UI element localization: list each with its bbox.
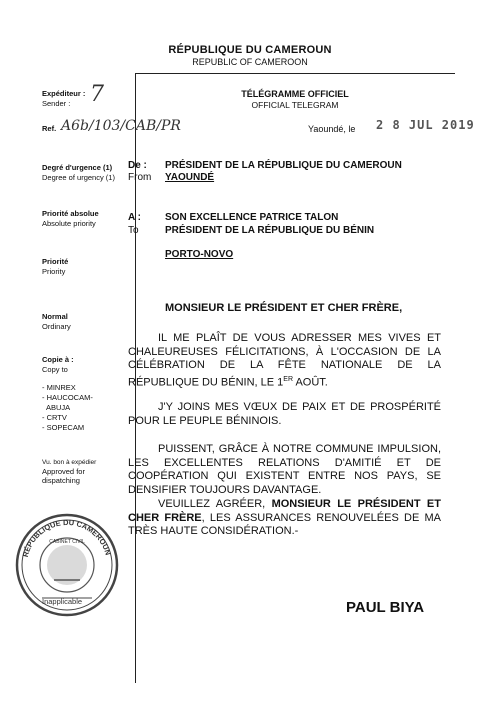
seal-inner-text: CABINET CIVIL <box>49 539 85 545</box>
salutation: MONSIEUR LE PRÉSIDENT ET CHER FRÈRE, <box>165 302 403 314</box>
to-line-2: PRÉSIDENT DE LA RÉPUBLIQUE DU BÉNIN <box>165 225 375 236</box>
urgency-label-english: Degree of urgency (1) <box>42 173 115 182</box>
telegram-title-english: OFFICIAL TELEGRAM <box>251 100 339 110</box>
approval-block <box>42 458 96 485</box>
paragraph-3: PUISSENT, GRÂCE À NOTRE COMMUNE IMPULSION, LES EXCELLENTES RELATIONS D'AMITIÉ ET DE COOPÉRATION QUI EXISTENT ENTRE NOS PAYS, SE DENSIFIER TOUJOURS DAVANTAGE. <box>128 443 441 496</box>
paragraph-4: VEUILLEZ AGRÉER, MONSIEUR LE PRÉSIDENT ET CHER FRÈRE, LES ASSURANCES RENOUVELÉES DE MA TRÈS HAUTE CONSIDÉRATION.- <box>128 498 441 537</box>
priority: Priorité Priority <box>42 257 69 276</box>
country-title-english: REPUBLIC OF CAMEROON <box>192 57 308 67</box>
seal-text: RÉPUBLIQUE DU CAMEROUN <box>20 517 113 559</box>
paragraph-2: J'Y JOINS MES VŒUX DE PAIX ET DE PROSPÉRITÉ POUR LE PEUPLE BÉNINOIS. <box>128 401 441 427</box>
telegram-title: TÉLÉGRAMME OFFICIEL <box>241 89 349 99</box>
copy-recipient: ABUJA <box>46 403 71 412</box>
copy-to-label: Copie à : <box>42 355 74 364</box>
copy-recipient: - MINREX <box>42 383 76 392</box>
copy-recipient: - SOPECAM <box>42 423 85 432</box>
sender-block <box>42 89 85 109</box>
copy-to-block <box>42 355 93 433</box>
approval-label: Vu. bon à expédier <box>42 459 97 466</box>
country-title: RÉPUBLIQUE DU CAMEROUN <box>168 44 332 56</box>
sender-value: 7 <box>90 82 104 107</box>
ref-label: Ref. <box>42 124 57 133</box>
inapplicable-note: Inapplicable <box>42 597 83 606</box>
signature-name: PAUL BIYA <box>346 599 425 616</box>
from-label-english: From <box>128 172 152 183</box>
to-line-1: SON EXCELLENCE PATRICE TALON <box>165 212 339 223</box>
sender-label: Expéditeur : <box>42 89 86 98</box>
place-date-label: Yaoundé, le <box>308 124 356 134</box>
to-label: A : <box>128 212 141 223</box>
copy-to-label-english: Copy to <box>42 365 68 374</box>
paragraph-1: IL ME PLAÎT DE VOUS ADRESSER MES VIVES ET CHALEUREUSES FÉLICITATIONS, À L'OCCASION DE LA CÉLÉBRATION DE LA FÊTE NATIONALE DE LA RÉPUBLIQUE DU BÉNIN, LE 1ER AOÛT. <box>128 332 441 389</box>
sender-label-english: Sender : <box>42 99 71 108</box>
ordinary: Normal Ordinary <box>42 312 71 331</box>
header-rule <box>135 73 455 74</box>
copy-recipient: - HAUCOCAM- <box>42 393 93 402</box>
approval-english-1: Approved for <box>42 467 85 476</box>
absolute-priority: Priorité absolue Absolute priority <box>42 209 99 228</box>
approval-english-2: dispatching <box>42 476 80 485</box>
urgency-block <box>42 163 115 183</box>
ref-value: A6b/103/CAB/PR <box>61 118 181 134</box>
from-label: De : <box>128 160 147 171</box>
date-stamp: 2 8 JUL 2019 <box>376 118 475 132</box>
urgency-label: Degré d'urgence (1) <box>42 163 113 172</box>
from-line-2: YAOUNDÉ <box>165 172 215 183</box>
to-label-english: To <box>128 225 139 236</box>
copy-recipient: - CRTV <box>42 413 67 422</box>
from-line-1: PRÉSIDENT DE LA RÉPUBLIQUE DU CAMEROUN <box>165 160 402 171</box>
to-city: PORTO-NOVO <box>165 249 234 260</box>
